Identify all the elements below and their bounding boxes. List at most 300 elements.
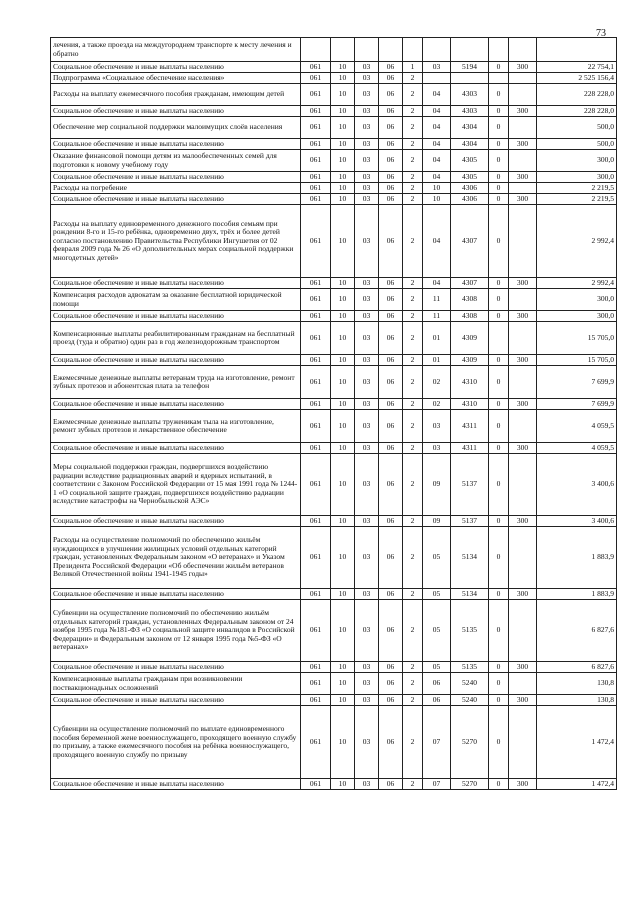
code-cell: 11 [423, 289, 451, 311]
code-cell: 03 [355, 289, 379, 311]
row-name: Социальное обеспечение и иные выплаты населению [51, 62, 301, 73]
code-cell: 0 [489, 527, 509, 589]
table-row [51, 410, 617, 443]
code-cell: 061 [301, 673, 331, 695]
code-cell [509, 84, 537, 106]
table-row [51, 662, 617, 673]
code-cell: 4303 [451, 84, 489, 106]
code-cell: 03 [355, 366, 379, 399]
code-cell: 03 [355, 139, 379, 150]
table-row [51, 589, 617, 600]
code-cell: 300 [509, 311, 537, 322]
budget-table [50, 37, 617, 790]
code-cell: 4305 [451, 150, 489, 172]
row-name: Социальное обеспечение и иные выплаты населению [51, 194, 301, 205]
code-cell: 0 [489, 673, 509, 695]
row-name: Социальное обеспечение и иные выплаты населению [51, 589, 301, 600]
code-cell: 5270 [451, 706, 489, 779]
code-cell: 0 [489, 355, 509, 366]
amount-cell: 2 525 156,4 [537, 73, 617, 84]
code-cell: 5134 [451, 527, 489, 589]
table-row [51, 183, 617, 194]
code-cell: 03 [355, 410, 379, 443]
code-cell: 03 [355, 662, 379, 673]
code-cell: 4310 [451, 399, 489, 410]
code-cell: 300 [509, 695, 537, 706]
code-cell: 5194 [451, 62, 489, 73]
amount-cell: 300,0 [537, 289, 617, 311]
row-name: Социальное обеспечение и иные выплаты населению [51, 695, 301, 706]
code-cell: 0 [489, 706, 509, 779]
code-cell: 2 [403, 172, 423, 183]
code-cell [509, 454, 537, 516]
code-cell: 061 [301, 410, 331, 443]
code-cell: 04 [423, 278, 451, 289]
amount-cell: 1 472,4 [537, 706, 617, 779]
row-name: Расходы на погребение [51, 183, 301, 194]
table-row [51, 673, 617, 695]
row-name: Социальное обеспечение и иные выплаты населению [51, 106, 301, 117]
code-cell: 10 [331, 117, 355, 139]
code-cell: 04 [423, 117, 451, 139]
code-cell [489, 73, 509, 84]
code-cell: 10 [331, 695, 355, 706]
code-cell: 03 [355, 311, 379, 322]
row-name: Компенсационные выплаты гражданам при возникновении поствакционадьных осложнений [51, 673, 301, 695]
code-cell: 2 [403, 84, 423, 106]
code-cell: 4305 [451, 172, 489, 183]
amount-cell: 2 992,4 [537, 278, 617, 289]
code-cell: 06 [379, 779, 403, 790]
table-row [51, 278, 617, 289]
row-name: Социальное обеспечение и иные выплаты населению [51, 278, 301, 289]
code-cell: 061 [301, 194, 331, 205]
code-cell: 03 [355, 73, 379, 84]
code-cell: 03 [355, 62, 379, 73]
code-cell [451, 73, 489, 84]
amount-cell: 7 699,9 [537, 366, 617, 399]
code-cell: 300 [509, 589, 537, 600]
code-cell: 03 [355, 150, 379, 172]
code-cell: 2 [403, 139, 423, 150]
code-cell [489, 38, 509, 62]
table-row [51, 84, 617, 106]
table-row [51, 443, 617, 454]
code-cell: 2 [403, 695, 423, 706]
code-cell: 061 [301, 322, 331, 355]
code-cell: 300 [509, 106, 537, 117]
code-cell: 03 [355, 673, 379, 695]
code-cell: 2 [403, 73, 423, 84]
code-cell: 03 [355, 205, 379, 278]
row-name: лечения, а также проезда на междугороднем транспорте к месту лечения и обратно [51, 38, 301, 62]
code-cell: 10 [331, 527, 355, 589]
code-cell: 061 [301, 366, 331, 399]
code-cell: 061 [301, 311, 331, 322]
code-cell: 03 [355, 516, 379, 527]
code-cell: 4303 [451, 106, 489, 117]
code-cell: 10 [423, 183, 451, 194]
table-row [51, 73, 617, 84]
code-cell: 10 [331, 183, 355, 194]
code-cell: 10 [331, 600, 355, 662]
code-cell: 2 [403, 454, 423, 516]
row-name: Расходы на осуществление полномочий по обеспечению жильём нуждающихся в улучшении жилищных условий отдельных категорий граждан, установленных Федеральным законом «О ветеранах» и Указом Президента Российской Федерации «Об обеспечении жильём ветеранов Великой Отечественной войны 1941-1945 годы» [51, 527, 301, 589]
code-cell: 09 [423, 454, 451, 516]
code-cell: 4306 [451, 183, 489, 194]
table-row [51, 289, 617, 311]
code-cell [423, 73, 451, 84]
row-name: Расходы на выплату ежемесячного пособия гражданам, имеющим детей [51, 84, 301, 106]
code-cell: 07 [423, 779, 451, 790]
code-cell: 10 [331, 454, 355, 516]
table-row [51, 779, 617, 790]
code-cell: 4308 [451, 311, 489, 322]
code-cell: 2 [403, 410, 423, 443]
code-cell: 07 [423, 706, 451, 779]
code-cell: 05 [423, 589, 451, 600]
code-cell: 06 [379, 62, 403, 73]
code-cell: 06 [379, 194, 403, 205]
code-cell: 4311 [451, 443, 489, 454]
code-cell: 03 [355, 695, 379, 706]
code-cell: 03 [355, 399, 379, 410]
code-cell: 0 [489, 454, 509, 516]
code-cell [509, 73, 537, 84]
table-row [51, 322, 617, 355]
table-row [51, 106, 617, 117]
code-cell: 061 [301, 278, 331, 289]
code-cell: 2 [403, 516, 423, 527]
code-cell: 300 [509, 278, 537, 289]
code-cell: 5134 [451, 589, 489, 600]
code-cell: 4307 [451, 278, 489, 289]
amount-cell: 6 827,6 [537, 600, 617, 662]
code-cell: 06 [379, 311, 403, 322]
code-cell: 061 [301, 117, 331, 139]
code-cell: 061 [301, 73, 331, 84]
code-cell: 06 [379, 706, 403, 779]
code-cell: 300 [509, 662, 537, 673]
code-cell: 2 [403, 399, 423, 410]
code-cell: 06 [379, 443, 403, 454]
amount-cell: 130,8 [537, 695, 617, 706]
code-cell [509, 706, 537, 779]
code-cell: 061 [301, 139, 331, 150]
table-row [51, 311, 617, 322]
code-cell [301, 38, 331, 62]
amount-cell: 228 228,0 [537, 106, 617, 117]
code-cell: 04 [423, 205, 451, 278]
table-row [51, 139, 617, 150]
code-cell: 300 [509, 516, 537, 527]
code-cell: 4309 [451, 355, 489, 366]
code-cell: 03 [355, 278, 379, 289]
code-cell: 10 [331, 73, 355, 84]
code-cell: 061 [301, 399, 331, 410]
code-cell: 10 [331, 706, 355, 779]
amount-cell: 1 472,4 [537, 779, 617, 790]
code-cell: 10 [331, 62, 355, 73]
code-cell [403, 38, 423, 62]
code-cell: 02 [423, 366, 451, 399]
table-row [51, 62, 617, 73]
table-row [51, 205, 617, 278]
code-cell: 061 [301, 106, 331, 117]
code-cell: 061 [301, 516, 331, 527]
code-cell: 10 [331, 779, 355, 790]
row-name: Ежемесячные денежные выплаты ветеранам труда на изготовление, ремонт зубных протезов и абонентская плата за телефон [51, 366, 301, 399]
amount-cell: 228 228,0 [537, 84, 617, 106]
code-cell: 4307 [451, 205, 489, 278]
code-cell: 0 [489, 139, 509, 150]
amount-cell: 1 883,9 [537, 527, 617, 589]
code-cell: 0 [489, 695, 509, 706]
page-number: 73 [596, 28, 606, 39]
code-cell: 0 [489, 205, 509, 278]
table-row [51, 399, 617, 410]
code-cell: 01 [423, 355, 451, 366]
code-cell: 061 [301, 289, 331, 311]
code-cell: 2 [403, 443, 423, 454]
row-name: Компенсационные выплаты реабилитированным гражданам на бесплатный проезд (туда и обратно) один раз в год железнодорожным транспортом [51, 322, 301, 355]
row-name: Субвенции на осуществление полномочий по обеспечению жильём отдельных категорий граждан, установленных Федеральным законом от 24 ноября 1995 года №181-ФЗ «О социальной защите инвалидов в Российской Федерации» и Федеральным законом от 12 января 1995 года №5-ФЗ «О ветеранах» [51, 600, 301, 662]
code-cell: 0 [489, 443, 509, 454]
code-cell [331, 38, 355, 62]
code-cell: 06 [379, 183, 403, 194]
code-cell: 061 [301, 706, 331, 779]
code-cell: 06 [379, 366, 403, 399]
code-cell: 2 [403, 183, 423, 194]
amount-cell: 1 883,9 [537, 589, 617, 600]
code-cell [509, 117, 537, 139]
code-cell: 06 [379, 205, 403, 278]
code-cell: 05 [423, 527, 451, 589]
amount-cell: 3 400,6 [537, 516, 617, 527]
code-cell: 2 [403, 278, 423, 289]
code-cell: 1 [403, 62, 423, 73]
code-cell: 06 [379, 73, 403, 84]
row-name: Субвенции на осуществление полномочий по выплате единовременного пособия беременной жене военнослужащего, проходящего военную службу по призыву, а также ежемесячного пособия на ребёнка военнослужащего, проходящего военную службу по призыву [51, 706, 301, 779]
table-row [51, 194, 617, 205]
code-cell: 5135 [451, 600, 489, 662]
code-cell: 061 [301, 84, 331, 106]
code-cell: 0 [489, 589, 509, 600]
code-cell: 06 [379, 84, 403, 106]
code-cell: 06 [379, 150, 403, 172]
code-cell: 03 [355, 322, 379, 355]
code-cell: 2 [403, 322, 423, 355]
row-name: Подпрограмма «Социальное обеспечение населения» [51, 73, 301, 84]
code-cell: 06 [379, 355, 403, 366]
code-cell: 2 [403, 662, 423, 673]
code-cell: 0 [489, 410, 509, 443]
code-cell: 10 [331, 516, 355, 527]
code-cell: 06 [379, 516, 403, 527]
code-cell: 0 [489, 62, 509, 73]
row-name: Социальное обеспечение и иные выплаты населению [51, 443, 301, 454]
code-cell: 2 [403, 194, 423, 205]
code-cell: 300 [509, 172, 537, 183]
code-cell: 0 [489, 311, 509, 322]
code-cell: 10 [331, 589, 355, 600]
amount-cell: 3 400,6 [537, 454, 617, 516]
code-cell: 04 [423, 150, 451, 172]
code-cell: 10 [331, 311, 355, 322]
code-cell: 03 [355, 600, 379, 662]
amount-cell: 500,0 [537, 117, 617, 139]
table-row [51, 454, 617, 516]
code-cell: 4310 [451, 366, 489, 399]
code-cell: 03 [355, 172, 379, 183]
code-cell: 10 [331, 289, 355, 311]
code-cell: 0 [489, 779, 509, 790]
code-cell: 06 [379, 589, 403, 600]
code-cell [509, 150, 537, 172]
amount-cell [537, 38, 617, 62]
code-cell: 061 [301, 172, 331, 183]
table-row [51, 516, 617, 527]
code-cell: 10 [331, 172, 355, 183]
row-name: Ежемесячные денежные выплаты труженикам тыла на изготовление, ремонт зубных протезов и лекарственное обеспечение [51, 410, 301, 443]
code-cell: 5137 [451, 516, 489, 527]
amount-cell: 130,8 [537, 673, 617, 695]
code-cell: 061 [301, 205, 331, 278]
code-cell: 03 [355, 183, 379, 194]
amount-cell: 4 059,5 [537, 410, 617, 443]
code-cell: 06 [379, 662, 403, 673]
code-cell: 2 [403, 527, 423, 589]
row-name: Социальное обеспечение и иные выплаты населению [51, 139, 301, 150]
code-cell: 03 [423, 410, 451, 443]
code-cell [509, 289, 537, 311]
row-name: Социальное обеспечение и иные выплаты населению [51, 311, 301, 322]
code-cell: 03 [355, 443, 379, 454]
code-cell: 2 [403, 779, 423, 790]
code-cell [509, 366, 537, 399]
code-cell: 05 [423, 600, 451, 662]
code-cell: 5240 [451, 673, 489, 695]
code-cell: 06 [379, 410, 403, 443]
code-cell: 0 [489, 399, 509, 410]
code-cell [509, 322, 537, 355]
code-cell: 06 [379, 399, 403, 410]
amount-cell: 300,0 [537, 150, 617, 172]
code-cell [509, 38, 537, 62]
code-cell: 0 [489, 662, 509, 673]
row-name: Оказание финансовой помощи детям из малообеспеченных семей для подготовки к новому учебному году [51, 150, 301, 172]
code-cell [423, 38, 451, 62]
row-name: Обеспечение мер социальной поддержки малоимущих слоёв населения [51, 117, 301, 139]
code-cell: 04 [423, 106, 451, 117]
amount-cell: 2 992,4 [537, 205, 617, 278]
row-name: Социальное обеспечение и иные выплаты населению [51, 399, 301, 410]
code-cell: 2 [403, 117, 423, 139]
code-cell: 06 [379, 527, 403, 589]
code-cell: 061 [301, 779, 331, 790]
code-cell: 01 [423, 322, 451, 355]
code-cell: 061 [301, 62, 331, 73]
code-cell: 03 [355, 454, 379, 516]
row-name: Социальное обеспечение и иные выплаты населению [51, 662, 301, 673]
code-cell: 10 [331, 278, 355, 289]
amount-cell: 6 827,6 [537, 662, 617, 673]
code-cell [509, 183, 537, 194]
code-cell: 10 [331, 399, 355, 410]
code-cell: 0 [489, 600, 509, 662]
amount-cell: 2 219,5 [537, 183, 617, 194]
code-cell: 10 [331, 443, 355, 454]
code-cell: 061 [301, 662, 331, 673]
code-cell: 2 [403, 205, 423, 278]
code-cell: 0 [489, 516, 509, 527]
code-cell [509, 205, 537, 278]
code-cell: 10 [331, 322, 355, 355]
code-cell [451, 38, 489, 62]
code-cell [489, 322, 509, 355]
code-cell: 061 [301, 183, 331, 194]
code-cell: 2 [403, 673, 423, 695]
code-cell [509, 673, 537, 695]
code-cell: 4309 [451, 322, 489, 355]
code-cell: 06 [379, 322, 403, 355]
code-cell: 03 [355, 106, 379, 117]
code-cell: 06 [423, 673, 451, 695]
code-cell: 0 [489, 194, 509, 205]
row-name: Социальное обеспечение и иные выплаты населению [51, 516, 301, 527]
code-cell: 06 [379, 454, 403, 516]
code-cell: 300 [509, 399, 537, 410]
table-row [51, 150, 617, 172]
code-cell: 04 [423, 139, 451, 150]
code-cell: 2 [403, 150, 423, 172]
code-cell: 5270 [451, 779, 489, 790]
code-cell: 03 [355, 527, 379, 589]
code-cell: 2 [403, 106, 423, 117]
code-cell: 10 [331, 106, 355, 117]
code-cell: 4304 [451, 117, 489, 139]
amount-cell: 2 219,5 [537, 194, 617, 205]
code-cell: 061 [301, 454, 331, 516]
code-cell: 0 [489, 172, 509, 183]
code-cell: 061 [301, 589, 331, 600]
code-cell: 06 [379, 600, 403, 662]
code-cell: 06 [379, 278, 403, 289]
code-cell: 0 [489, 278, 509, 289]
code-cell: 10 [331, 673, 355, 695]
code-cell: 4308 [451, 289, 489, 311]
code-cell: 300 [509, 194, 537, 205]
row-name: Социальное обеспечение и иные выплаты населению [51, 779, 301, 790]
table-row [51, 117, 617, 139]
table-row [51, 172, 617, 183]
code-cell: 10 [331, 355, 355, 366]
code-cell: 300 [509, 139, 537, 150]
amount-cell: 4 059,5 [537, 443, 617, 454]
code-cell: 03 [355, 779, 379, 790]
code-cell: 0 [489, 289, 509, 311]
table-row [51, 695, 617, 706]
code-cell: 04 [423, 84, 451, 106]
code-cell: 0 [489, 117, 509, 139]
code-cell [509, 410, 537, 443]
code-cell: 061 [301, 600, 331, 662]
code-cell: 06 [379, 172, 403, 183]
code-cell: 10 [331, 139, 355, 150]
code-cell: 10 [331, 410, 355, 443]
code-cell: 061 [301, 527, 331, 589]
code-cell: 03 [355, 355, 379, 366]
